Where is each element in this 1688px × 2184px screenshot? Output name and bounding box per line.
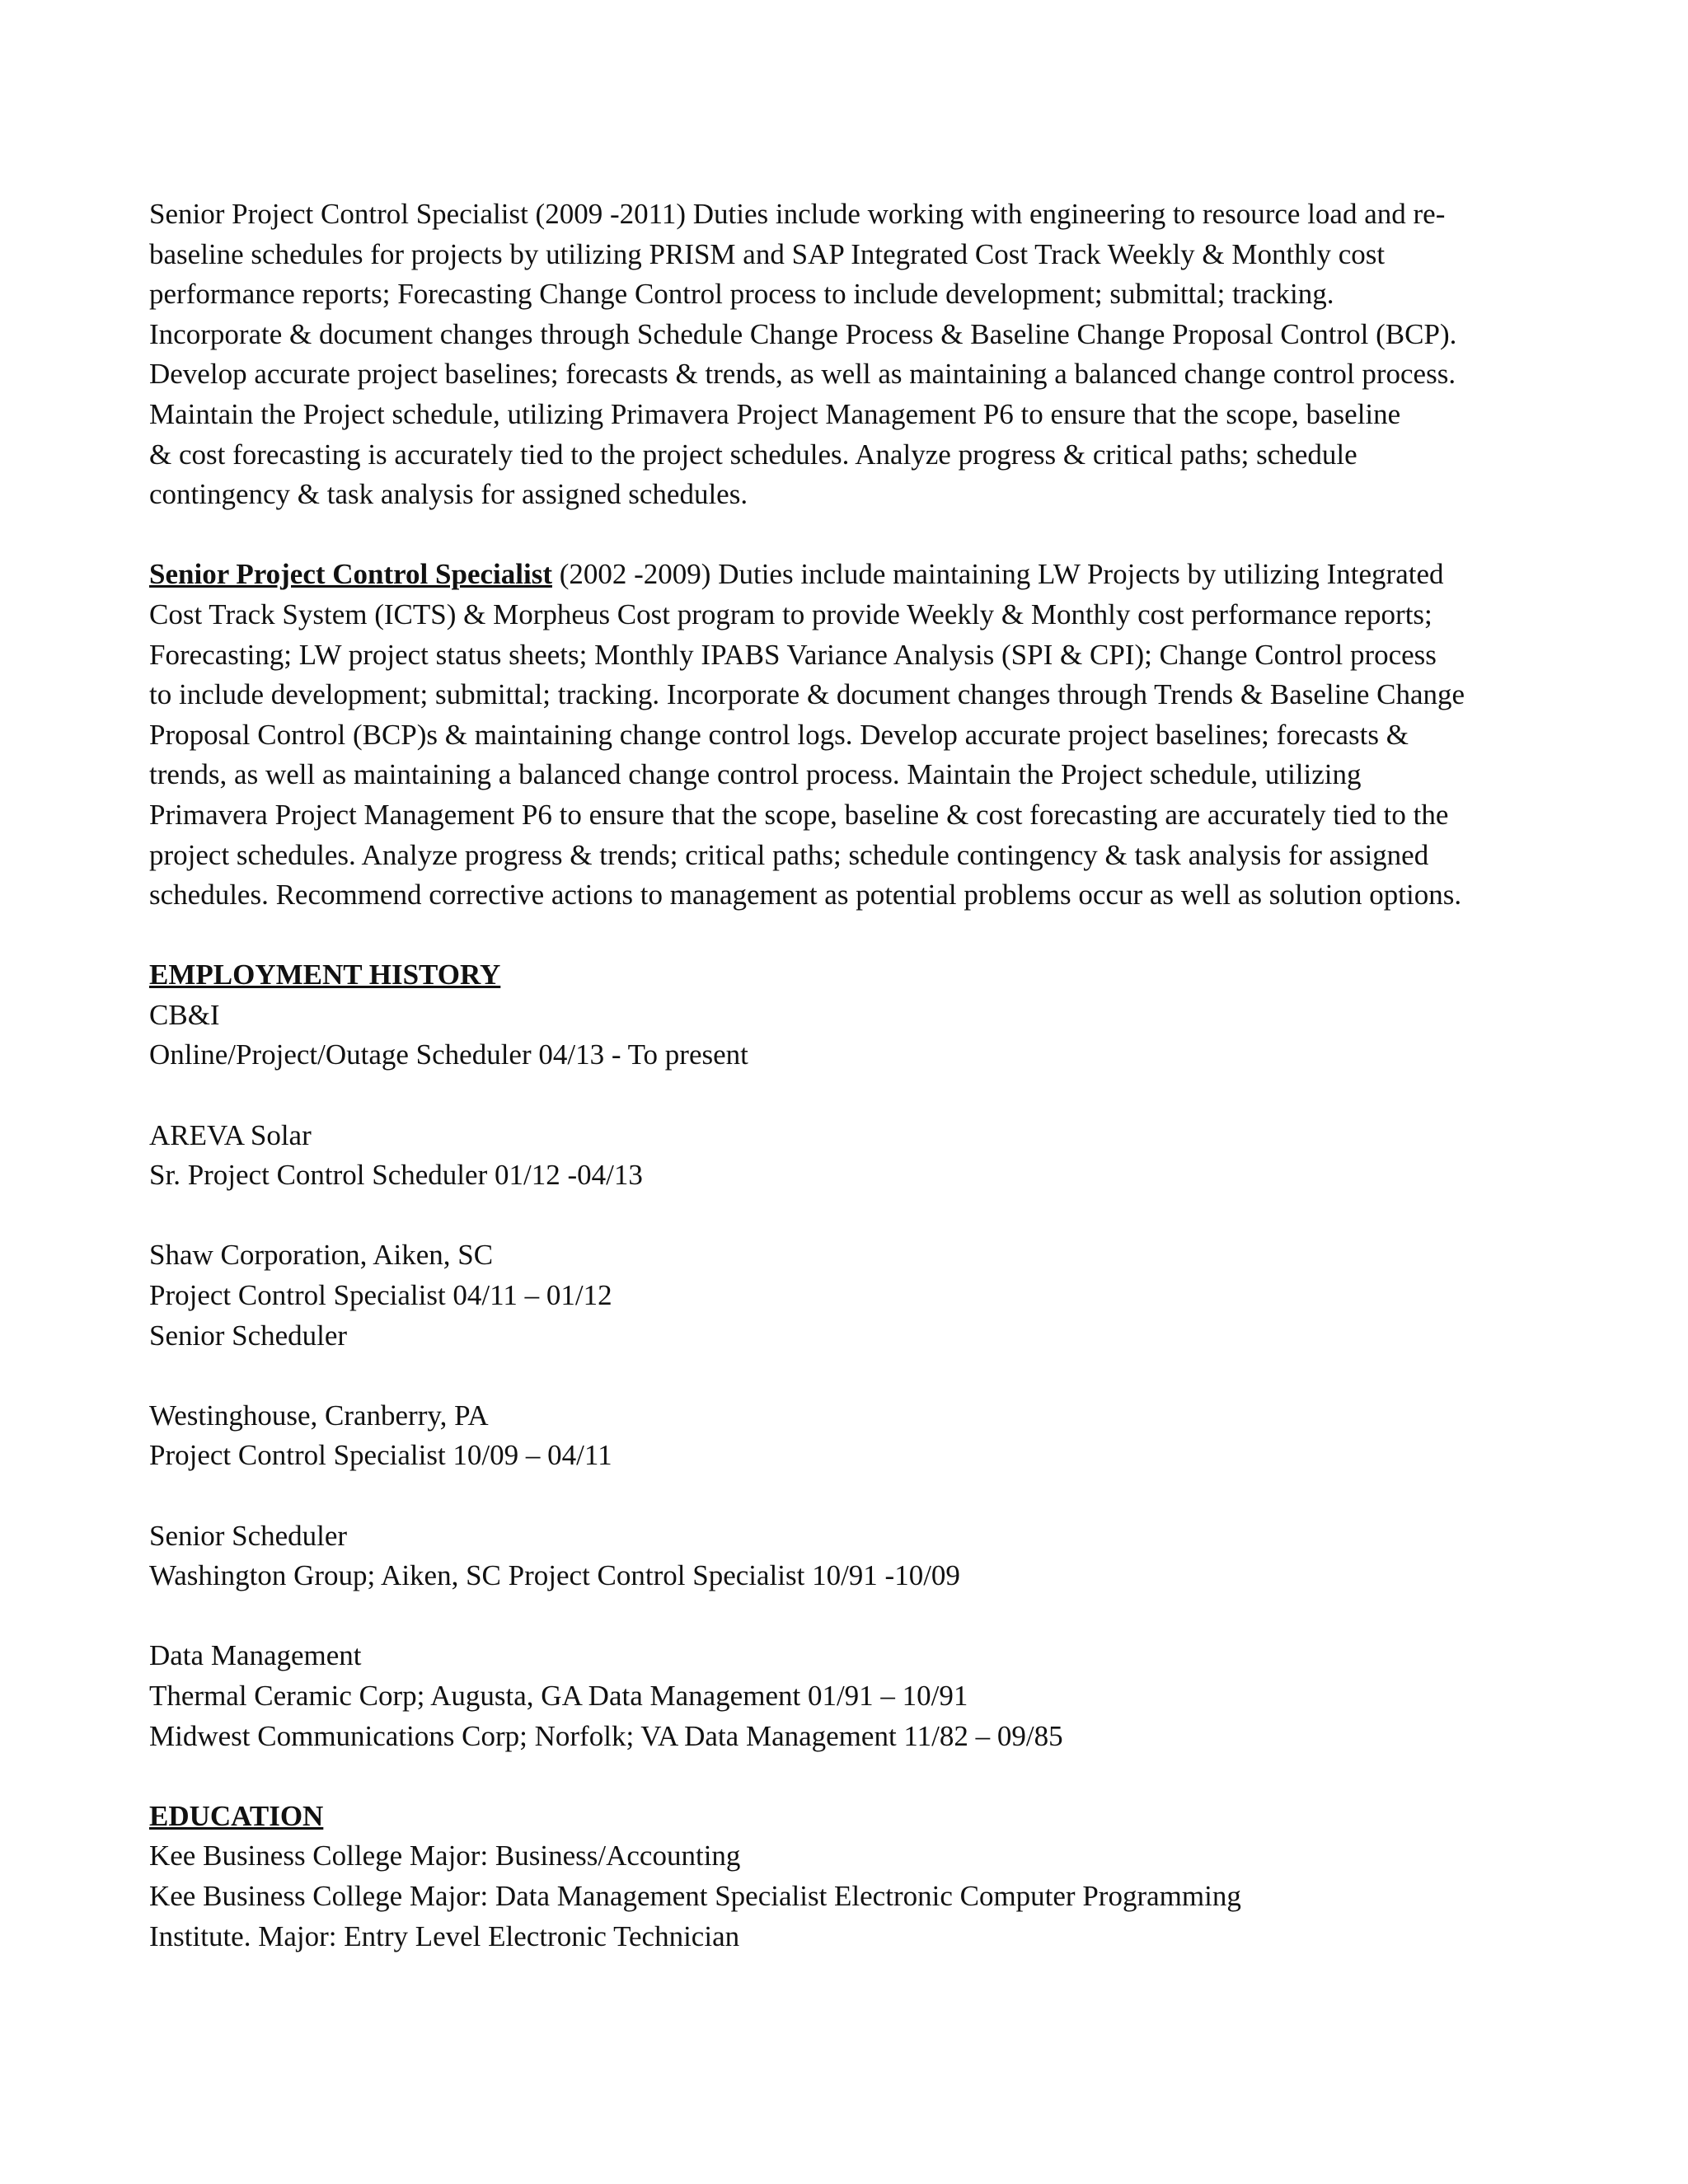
spacer — [149, 1476, 1550, 1516]
spacer — [149, 1356, 1550, 1396]
spacer — [149, 1076, 1550, 1116]
education-heading: EDUCATION — [149, 1799, 324, 1832]
employment-line: Senior Scheduler — [149, 1319, 348, 1352]
employment-line: Online/Project/Outage Scheduler 04/13 - To present — [149, 1038, 748, 1071]
spacer — [149, 515, 1550, 555]
employment-line: Senior Scheduler — [149, 1519, 348, 1552]
employment-line: Data Management — [149, 1639, 362, 1672]
employment-line: Project Control Specialist 10/09 – 04/11 — [149, 1439, 612, 1472]
experience-paragraph-2-heading: Senior Project Control Specialist — [149, 558, 552, 591]
education-line: Institute. Major: Entry Level Electronic Technician — [149, 1919, 740, 1952]
employment-line: Shaw Corporation, Aiken, SC — [149, 1239, 494, 1272]
employment-line: Thermal Ceramic Corp; Augusta, GA Data Management 01/91 – 10/91 — [149, 1679, 968, 1712]
education-line: Kee Business College Major: Data Management Specialist Electronic Computer Programming — [149, 1879, 1241, 1912]
employment-history-heading: EMPLOYMENT HISTORY — [149, 958, 501, 991]
spacer — [149, 1596, 1550, 1637]
employment-line: Midwest Communications Corp; Norfolk; VA Data Management 11/82 – 09/85 — [149, 1719, 1063, 1752]
education-line: Kee Business College Major: Business/Accounting — [149, 1840, 741, 1872]
spacer — [149, 916, 1550, 956]
employment-line: Washington Group; Aiken, SC Project Control Specialist 10/91 -10/09 — [149, 1559, 960, 1592]
experience-paragraph-2-body: (2002 -2009) Duties include maintaining LW Projects by utilizing Integrated Cost Track System (ICTS) & Morpheus Cost program to provide Weekly & Monthly cost performance reports; Forecasting; LW project status sheets; Monthly IPABS Variance Analysis (SPI & CPI); Change Control process to include development; submittal; tracking. Incorporate & document changes through Trends & Baseline Change Proposal Control (BCP)s & maintaining change control logs. Develop accurate project baselines; forecasts & trends, as well as maintaining a balanced change control process. Maintain the Project schedule, utilizing Primavera Project Management P6 to ensure that the scope, baseline & cost forecasting are accurately tied to the project schedules. Analyze progress & trends; critical paths; schedule contingency & task analysis for assigned schedules. Recommend corrective actions to management as potential problems occur as well as solution options. — [149, 558, 1465, 912]
spacer — [149, 1756, 1550, 1797]
resume-content — [149, 194, 1550, 1957]
employment-line: Project Control Specialist 04/11 – 01/12 — [149, 1279, 612, 1312]
employment-line: AREVA Solar — [149, 1118, 312, 1151]
employment-line: CB&I — [149, 998, 220, 1031]
experience-paragraph-2 — [149, 555, 1550, 915]
experience-paragraph-1: Senior Project Control Specialist (2009 -2011) Duties include working with engineering to resource load and re- baseline schedules for projects by utilizing PRISM and SAP Integrated Cost Track Weekly & Monthly cost performance reports; Forecasting Change Control process to include development; submittal; tracking. Incorporate & document changes through Schedule Change Process & Baseline Change Proposal Control (BCP). Develop accurate project baselines; forecasts & trends, as well as maintaining a balanced change control process. Maintain the Project schedule, utilizing Primavera Project Management P6 to ensure that the scope, baseline & cost forecasting is accurately tied to the project schedules. Analyze progress & critical paths; schedule contingency & task analysis for assigned schedules. — [149, 198, 1457, 511]
employment-line: Westinghouse, Cranberry, PA — [149, 1399, 489, 1432]
employment-line: Sr. Project Control Scheduler 01/12 -04/13 — [149, 1159, 643, 1192]
spacer — [149, 1196, 1550, 1236]
